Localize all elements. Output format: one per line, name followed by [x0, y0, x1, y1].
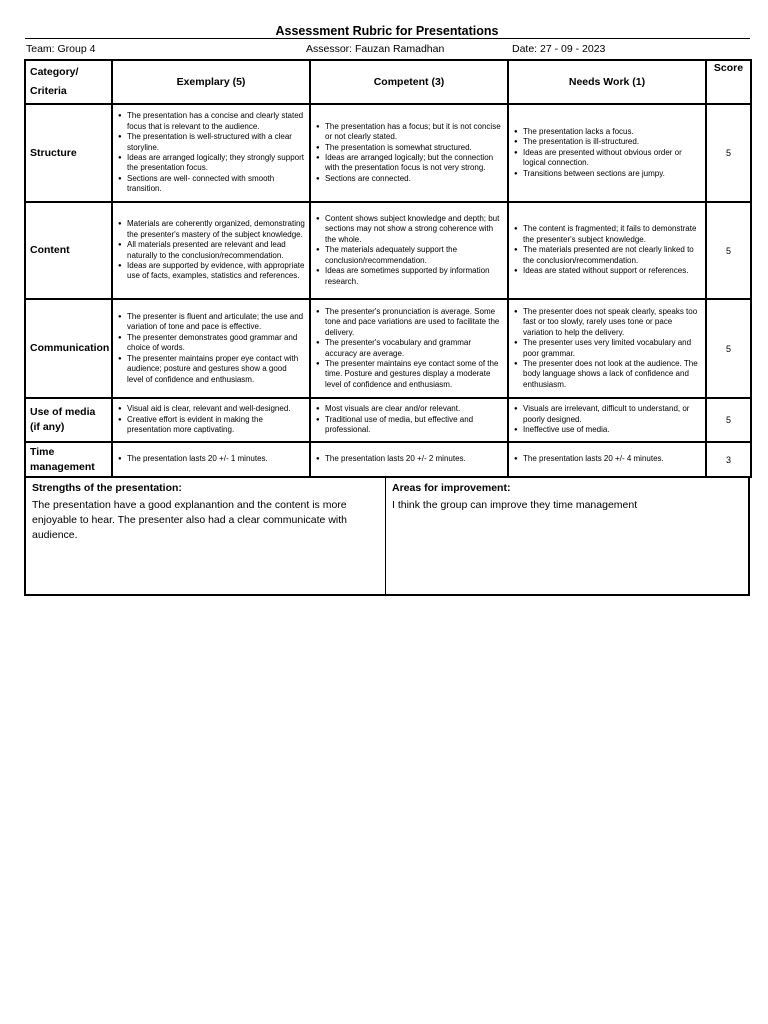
exemplary-header: Exemplary (5) [112, 60, 310, 104]
criteria-list [513, 454, 701, 464]
criteria-item: ● Most visuals are clear and/or relevant. [325, 404, 503, 414]
criteria-list [513, 127, 701, 179]
date-label: Date: 27 - 09 - 2023 [512, 43, 606, 55]
criteria-list [513, 224, 701, 276]
score-value: 5 [706, 398, 751, 442]
score-header: Score [706, 60, 751, 104]
criteria-item: ● Visual aid is clear, relevant and well-designed. [127, 404, 305, 414]
score-value: 5 [706, 202, 751, 299]
criteria-item: ● The presentation has a concise and clearly stated focus that is relevant to the audience. [127, 111, 305, 132]
exemplary-cell [112, 104, 310, 202]
strengths-box [26, 478, 386, 594]
criteria-item: ● The content is fragmented; it fails to demonstrate the presenter's subject knowledge. [523, 224, 701, 245]
criteria-list [315, 307, 503, 390]
criteria-list [315, 214, 503, 287]
rubric-row-structure [25, 104, 751, 202]
criteria-list [315, 454, 503, 464]
criteria-list [117, 454, 305, 464]
criteria-label: Structure [25, 104, 112, 202]
criteria-item: ● Sections are well- connected with smooth transition. [127, 174, 305, 195]
criteria-label: Communication [25, 299, 112, 398]
document-title: Assessment Rubric for Presentations [275, 24, 499, 38]
criteria-item: ● The presenter maintains eye contact some of the time. Posture and gestures display a moderate level of confidence and enthusiasm. [325, 359, 503, 390]
criteria-item: ● Ineffective use of media. [523, 425, 701, 435]
category-header-line2: Criteria [30, 85, 67, 97]
team-label: Team: Group 4 [26, 43, 96, 55]
exemplary-cell [112, 398, 310, 442]
rubric-row-content [25, 202, 751, 299]
exemplary-cell [112, 442, 310, 477]
criteria-item: ● The presenter demonstrates good grammar and choice of words. [127, 333, 305, 354]
needs-work-cell [508, 299, 706, 398]
competent-cell [310, 104, 508, 202]
criteria-item: ● Ideas are sometimes supported by information research. [325, 266, 503, 287]
rubric-document [24, 20, 750, 596]
criteria-item: ● The presenter uses very limited vocabulary and poor grammar. [523, 338, 701, 359]
needs-work-cell [508, 442, 706, 477]
improvement-box [386, 478, 748, 594]
criteria-item: ● Ideas are presented without obvious order or logical connection. [523, 148, 701, 169]
criteria-list [315, 404, 503, 435]
criteria-item: ● The presentation lasts 20 +/- 2 minutes. [325, 454, 503, 464]
criteria-label: Time management [25, 442, 112, 477]
category-header [25, 60, 112, 104]
competent-header: Competent (3) [310, 60, 508, 104]
exemplary-cell [112, 202, 310, 299]
needs-work-cell [508, 104, 706, 202]
criteria-item: ● The presenter does not look at the audience. The body language shows a lack of confidence and enthusiasm. [523, 359, 701, 390]
needs-work-header: Needs Work (1) [508, 60, 706, 104]
score-value: 3 [706, 442, 751, 477]
assessor-label: Assessor: Fauzan Ramadhan [306, 43, 445, 55]
competent-cell [310, 299, 508, 398]
improvement-label: Areas for improvement: [392, 482, 511, 494]
criteria-item: ● Ideas are arranged logically; they strongly support the presentation focus. [127, 153, 305, 174]
criteria-item: ● The presenter maintains proper eye contact with audience; posture and gestures show a good level of confidence and enthusiasm. [127, 354, 305, 385]
needs-work-cell [508, 398, 706, 442]
criteria-list [117, 404, 305, 435]
criteria-item: ● The presentation is well-structured with a clear storyline. [127, 132, 305, 153]
criteria-item: ● Traditional use of media, but effective and professional. [325, 415, 503, 436]
score-value: 5 [706, 299, 751, 398]
feedback-section [24, 478, 750, 596]
criteria-label: Use of media (if any) [25, 398, 112, 442]
rubric-row-time-management [25, 442, 751, 477]
criteria-item: ● The presenter does not speak clearly, speaks too fast or too slowly, rarely uses tone or pace variation to help the delivery. [523, 307, 701, 338]
criteria-item: ● The presenter's vocabulary and grammar accuracy are average. [325, 338, 503, 359]
criteria-item: ● The presentation has a focus; but it is not concise or not clearly stated. [325, 122, 503, 143]
improvement-text: I think the group can improve they time management [392, 499, 638, 511]
criteria-list [117, 111, 305, 194]
strengths-text: The presentation have a good explanantion and the content is more enjoyable to hear. The presenter also had a clear communicate with audience. [32, 499, 347, 541]
meta-row [24, 39, 750, 59]
criteria-item: ● Ideas are arranged logically; but the connection with the presentation focus is not very strong. [325, 153, 503, 174]
header-row [25, 60, 751, 104]
criteria-label: Content [25, 202, 112, 299]
criteria-item: ● The materials adequately support the conclusion/recommendation. [325, 245, 503, 266]
criteria-item: ● The presentation is somewhat structured. [325, 143, 503, 153]
criteria-item: ● The presentation is ill-structured. [523, 137, 701, 147]
rubric-body [25, 104, 751, 477]
rubric-table [24, 59, 752, 478]
criteria-item: ● Materials are coherently organized, demonstrating the presenter's mastery of the subject knowledge. [127, 219, 305, 240]
criteria-list [117, 312, 305, 385]
criteria-item: ● The presentation lasts 20 +/- 4 minutes. [523, 454, 701, 464]
competent-cell [310, 398, 508, 442]
criteria-item: ● The presenter is fluent and articulate; the use and variation of tone and pace is effective. [127, 312, 305, 333]
score-value: 5 [706, 104, 751, 202]
criteria-list [513, 307, 701, 390]
criteria-item: ● The presentation lacks a focus. [523, 127, 701, 137]
category-header-line1: Category/ [30, 66, 79, 78]
competent-cell [310, 442, 508, 477]
criteria-item: ● The materials presented are not clearly linked to the conclusion/recommendation. [523, 245, 701, 266]
rubric-row-communication [25, 299, 751, 398]
exemplary-cell [112, 299, 310, 398]
criteria-item: ● Ideas are supported by evidence, with appropriate use of facts, examples, statistics and references. [127, 261, 305, 282]
criteria-item: ● Visuals are irrelevant, difficult to understand, or poorly designed. [523, 404, 701, 425]
criteria-list [315, 122, 503, 184]
criteria-item: ● The presentation lasts 20 +/- 1 minutes. [127, 454, 305, 464]
criteria-item: ● Content shows subject knowledge and depth; but sections may not show a strong coherence with the whole. [325, 214, 503, 245]
criteria-item: ● Sections are connected. [325, 174, 503, 184]
criteria-item: ● Ideas are stated without support or references. [523, 266, 701, 276]
criteria-item: ● Transitions between sections are jumpy. [523, 169, 701, 179]
criteria-item: ● All materials presented are relevant and lead naturally to the conclusion/recommendation. [127, 240, 305, 261]
criteria-item: ● The presenter's pronunciation is average. Some tone and pace variations are used to facilitate the delivery. [325, 307, 503, 338]
criteria-list [513, 404, 701, 435]
competent-cell [310, 202, 508, 299]
criteria-item: ● Creative effort is evident in making the presentation more captivating. [127, 415, 305, 436]
strengths-label: Strengths of the presentation: [32, 482, 182, 494]
rubric-row-use-of-media-if-any [25, 398, 751, 442]
needs-work-cell [508, 202, 706, 299]
criteria-list [117, 219, 305, 281]
